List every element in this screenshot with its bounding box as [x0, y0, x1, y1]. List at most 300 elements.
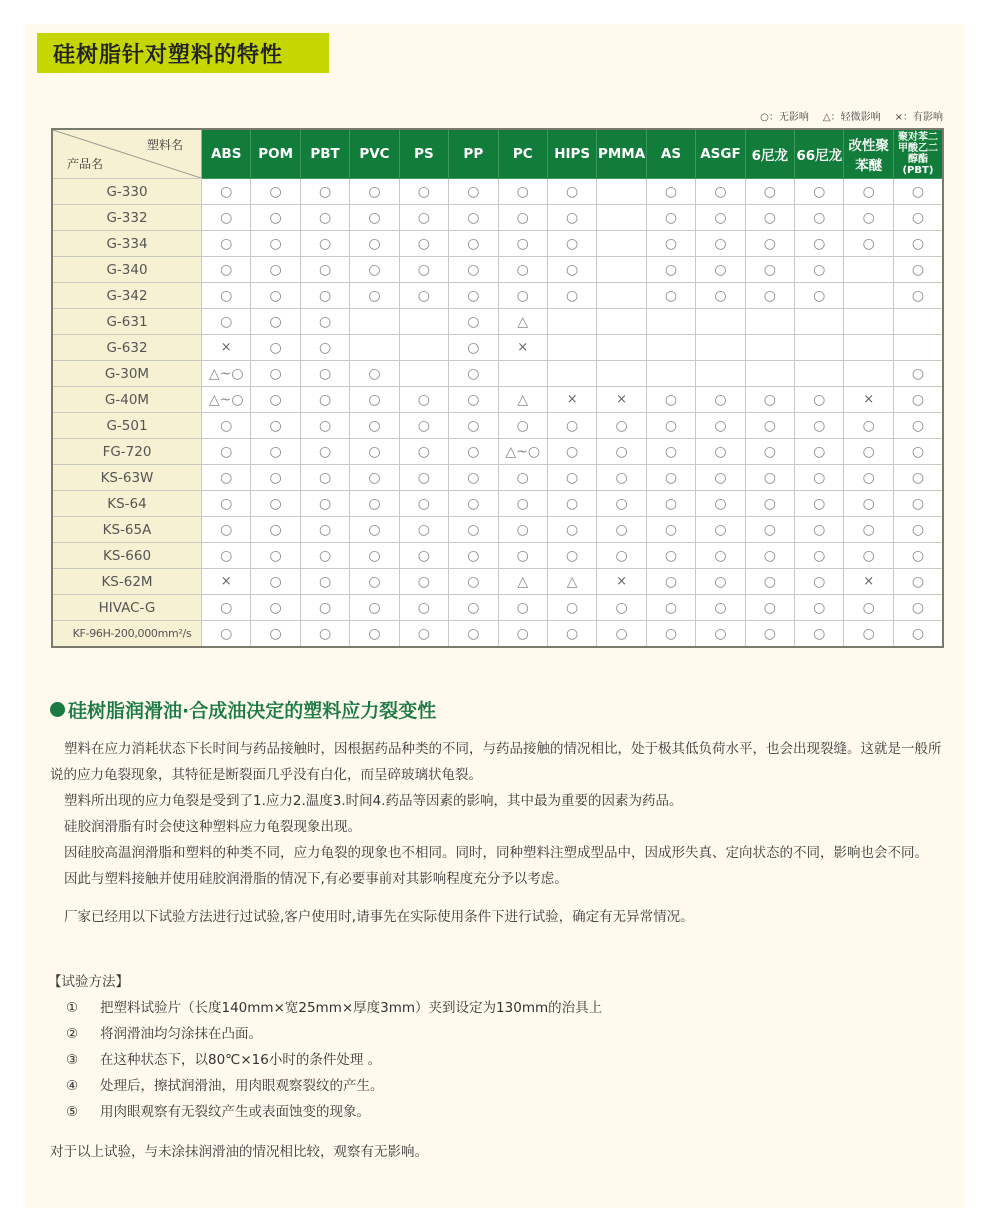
rating-cell: ○ [251, 257, 300, 283]
rating-cell: ○ [498, 517, 547, 543]
section-title [50, 696, 436, 723]
compatibility-table [51, 128, 944, 648]
rating-cell: ○ [547, 283, 596, 309]
rating-cell: ○ [350, 413, 399, 439]
rating-cell: ○ [251, 569, 300, 595]
rating-cell: × [202, 335, 251, 361]
rating-cell: ○ [498, 491, 547, 517]
product-name-cell: G-30M [52, 361, 202, 387]
rating-cell: ○ [547, 595, 596, 621]
rating-cell: ○ [745, 439, 794, 465]
rating-cell: ○ [795, 439, 844, 465]
rating-cell: ○ [745, 517, 794, 543]
column-header: 聚对苯二甲酸乙二醇酯(PBT) [893, 129, 943, 179]
rating-cell: ○ [300, 257, 349, 283]
rating-cell: ○ [202, 439, 251, 465]
step-number: ③ [66, 1052, 79, 1068]
rating-cell: ○ [202, 543, 251, 569]
rating-cell: ○ [893, 257, 943, 283]
rating-cell [646, 361, 695, 387]
rating-cell [399, 361, 448, 387]
rating-cell: ○ [449, 179, 498, 205]
method-title: 【试验方法】 [48, 974, 129, 990]
table-row [52, 205, 943, 231]
rating-cell: ○ [696, 205, 745, 231]
table-row [52, 231, 943, 257]
rating-cell: ○ [350, 439, 399, 465]
rating-cell: ○ [399, 387, 448, 413]
corner-product-label: 产品名 [67, 157, 104, 171]
rating-cell: ○ [844, 517, 893, 543]
rating-cell: ○ [745, 621, 794, 648]
rating-cell: ○ [399, 257, 448, 283]
rating-cell: ○ [251, 361, 300, 387]
product-name-cell: G-334 [52, 231, 202, 257]
rating-cell: ○ [893, 517, 943, 543]
rating-cell: ○ [202, 179, 251, 205]
paragraph: 因硅胶高温润滑脂和塑料的种类不同，应力龟裂的现象也不相同。同时，同种塑料注塑成型品中，因成形失真、定向状态的不同，影响也会不同。 [64, 845, 928, 861]
rating-cell: ○ [350, 361, 399, 387]
rating-cell: × [844, 387, 893, 413]
table-row [52, 517, 943, 543]
rating-cell: ○ [646, 257, 695, 283]
step-item [66, 1099, 602, 1125]
rating-cell: ○ [646, 283, 695, 309]
rating-cell: ○ [745, 387, 794, 413]
rating-cell: ○ [449, 309, 498, 335]
table-row [52, 569, 943, 595]
step-text: 将润滑油均匀涂抹在凸面。 [100, 1026, 262, 1042]
rating-cell: ○ [893, 491, 943, 517]
rating-cell: ○ [646, 621, 695, 648]
rating-cell: ○ [597, 543, 646, 569]
rating-cell: ○ [251, 517, 300, 543]
rating-cell: ○ [844, 465, 893, 491]
rating-cell: ○ [893, 231, 943, 257]
rating-cell: ○ [597, 439, 646, 465]
column-header: PC [498, 129, 547, 179]
column-header: 6尼龙 [745, 129, 794, 179]
rating-cell: ○ [449, 413, 498, 439]
rating-cell: ○ [646, 413, 695, 439]
rating-cell [745, 309, 794, 335]
rating-cell: ○ [547, 257, 596, 283]
table-row [52, 595, 943, 621]
rating-cell: × [547, 387, 596, 413]
rating-cell [795, 335, 844, 361]
rating-cell [844, 361, 893, 387]
rating-cell: ○ [696, 257, 745, 283]
rating-cell: ○ [795, 283, 844, 309]
rating-cell [547, 361, 596, 387]
rating-cell: ○ [399, 543, 448, 569]
rating-cell: ○ [251, 413, 300, 439]
rating-cell: ○ [300, 179, 349, 205]
rating-cell: ○ [844, 413, 893, 439]
table-row [52, 361, 943, 387]
rating-cell: ○ [844, 543, 893, 569]
rating-cell: ○ [202, 465, 251, 491]
rating-cell: ○ [300, 231, 349, 257]
product-name-cell: KS-62M [52, 569, 202, 595]
rating-cell: ○ [498, 231, 547, 257]
rating-cell [745, 335, 794, 361]
rating-cell: ○ [202, 491, 251, 517]
rating-cell: ○ [795, 621, 844, 648]
rating-cell: ○ [399, 413, 448, 439]
step-number: ⑤ [66, 1104, 79, 1120]
rating-cell: ○ [399, 179, 448, 205]
rating-cell: ○ [547, 231, 596, 257]
rating-cell: ○ [696, 517, 745, 543]
table-row [52, 257, 943, 283]
step-number: ④ [66, 1078, 79, 1094]
product-name-cell: G-330 [52, 179, 202, 205]
rating-cell: × [844, 569, 893, 595]
rating-cell: ○ [893, 413, 943, 439]
rating-cell: ○ [300, 205, 349, 231]
column-header: PS [399, 129, 448, 179]
rating-cell [646, 309, 695, 335]
paragraph: 塑料在应力消耗状态下长时间与药品接触时，因根据药品种类的不同，与药品接触的情况相比，处于极其低负荷水平，也会出现裂缝。这就是一般所说的应力龟裂现象，其特征是断裂面几乎没有白化，而呈碎玻璃状龟裂。 [50, 741, 942, 783]
rating-cell: ○ [547, 179, 596, 205]
rating-cell: ○ [300, 439, 349, 465]
rating-cell: ○ [745, 465, 794, 491]
rating-cell [547, 309, 596, 335]
rating-cell: ○ [251, 621, 300, 648]
rating-cell: ○ [449, 283, 498, 309]
rating-cell: ○ [449, 491, 498, 517]
rating-cell: ○ [696, 595, 745, 621]
table-row [52, 179, 943, 205]
rating-cell: ○ [399, 517, 448, 543]
rating-cell: △~○ [202, 361, 251, 387]
rating-cell: ○ [893, 387, 943, 413]
column-header: PVC [350, 129, 399, 179]
rating-cell: ○ [646, 517, 695, 543]
column-header: PP [449, 129, 498, 179]
rating-cell [696, 361, 745, 387]
rating-cell: ○ [399, 283, 448, 309]
rating-cell [696, 309, 745, 335]
step-text: 在这种状态下，以80℃×16小时的条件处理 。 [100, 1052, 382, 1068]
rating-cell: ○ [547, 517, 596, 543]
rating-cell: ○ [795, 413, 844, 439]
rating-cell: ○ [597, 621, 646, 648]
rating-cell: ○ [696, 413, 745, 439]
product-name-cell: FG-720 [52, 439, 202, 465]
rating-cell: ○ [795, 205, 844, 231]
rating-cell [696, 335, 745, 361]
product-name-cell: KF-96H-200,000mm²/s [52, 621, 202, 648]
table-row [52, 283, 943, 309]
rating-cell: ○ [202, 231, 251, 257]
rating-cell: ○ [300, 491, 349, 517]
rating-cell: ○ [251, 283, 300, 309]
table-row [52, 413, 943, 439]
rating-cell: △ [498, 309, 547, 335]
rating-cell: ○ [350, 179, 399, 205]
rating-cell: ○ [300, 309, 349, 335]
rating-cell: ○ [893, 439, 943, 465]
rating-cell: ○ [202, 257, 251, 283]
rating-cell: ○ [300, 569, 349, 595]
rating-cell [597, 205, 646, 231]
title-banner [37, 33, 329, 73]
rating-cell [844, 283, 893, 309]
rating-cell: ○ [399, 231, 448, 257]
rating-cell: ○ [696, 231, 745, 257]
rating-cell [399, 335, 448, 361]
column-header: ABS [202, 129, 251, 179]
rating-cell: ○ [597, 465, 646, 491]
rating-cell: ○ [795, 491, 844, 517]
rating-cell [597, 361, 646, 387]
rating-cell: ○ [795, 465, 844, 491]
rating-cell: ○ [399, 465, 448, 491]
rating-cell: ○ [251, 491, 300, 517]
table-row [52, 621, 943, 648]
rating-cell: ○ [646, 543, 695, 569]
rating-cell: ○ [498, 413, 547, 439]
rating-cell: ○ [745, 257, 794, 283]
rating-cell: ○ [449, 569, 498, 595]
rating-cell [646, 335, 695, 361]
rating-cell: ○ [300, 387, 349, 413]
paragraph: 硅胶润滑脂有时会使这种塑料应力龟裂现象出现。 [64, 819, 361, 835]
rating-cell [399, 309, 448, 335]
rating-cell: ○ [893, 283, 943, 309]
rating-cell [597, 283, 646, 309]
rating-cell: ○ [300, 517, 349, 543]
rating-cell: ○ [202, 309, 251, 335]
rating-cell: ○ [696, 543, 745, 569]
rating-cell: ○ [350, 543, 399, 569]
rating-cell: ○ [646, 205, 695, 231]
rating-cell [844, 335, 893, 361]
product-name-cell: KS-63W [52, 465, 202, 491]
table-row [52, 335, 943, 361]
rating-cell: ○ [893, 543, 943, 569]
rating-cell: ○ [350, 205, 399, 231]
rating-cell: ○ [844, 205, 893, 231]
rating-cell: ○ [696, 465, 745, 491]
rating-cell [498, 361, 547, 387]
rating-cell: ○ [597, 413, 646, 439]
rating-cell: ○ [350, 595, 399, 621]
rating-cell: ○ [745, 413, 794, 439]
rating-cell: ○ [498, 179, 547, 205]
rating-cell: ○ [893, 595, 943, 621]
legend [760, 108, 943, 123]
rating-cell: ○ [350, 465, 399, 491]
rating-cell: ○ [202, 595, 251, 621]
rating-cell: ○ [795, 517, 844, 543]
rating-cell: ○ [202, 621, 251, 648]
rating-cell: ○ [745, 569, 794, 595]
rating-cell: × [597, 387, 646, 413]
corner-plastic-label: 塑料名 [146, 138, 183, 152]
rating-cell: ○ [251, 231, 300, 257]
rating-cell: ○ [795, 595, 844, 621]
rating-cell: ○ [646, 491, 695, 517]
rating-cell [893, 309, 943, 335]
table-row [52, 465, 943, 491]
step-item [66, 1047, 602, 1073]
notice-paragraph: 厂家已经用以下试验方法进行过试验,客户使用时,请事先在实际使用条件下进行试验，确定有无异常情况。 [64, 909, 694, 925]
rating-cell: ○ [696, 569, 745, 595]
rating-cell: ○ [300, 335, 349, 361]
rating-cell: ○ [646, 595, 695, 621]
rating-cell: ○ [745, 595, 794, 621]
rating-cell: ○ [547, 205, 596, 231]
header-row [52, 129, 943, 179]
column-header: HIPS [547, 129, 596, 179]
rating-cell: ○ [350, 517, 399, 543]
rating-cell: ○ [646, 179, 695, 205]
rating-cell: ○ [350, 257, 399, 283]
table-body [52, 179, 943, 648]
rating-cell [795, 309, 844, 335]
table-row [52, 309, 943, 335]
rating-cell: ○ [696, 439, 745, 465]
rating-cell: ○ [202, 205, 251, 231]
rating-cell: ○ [251, 335, 300, 361]
rating-cell: ○ [350, 231, 399, 257]
rating-cell: ○ [300, 543, 349, 569]
rating-cell: ○ [844, 439, 893, 465]
rating-cell: ○ [449, 335, 498, 361]
rating-cell: ○ [449, 231, 498, 257]
step-item [66, 1021, 602, 1047]
bullet-dot-icon [50, 702, 65, 717]
rating-cell: ○ [449, 439, 498, 465]
rating-cell: ○ [547, 413, 596, 439]
rating-cell: ○ [498, 543, 547, 569]
rating-cell [597, 309, 646, 335]
rating-cell: ○ [498, 465, 547, 491]
rating-cell: ○ [844, 595, 893, 621]
rating-cell: ○ [202, 413, 251, 439]
rating-cell: × [498, 335, 547, 361]
rating-cell: ○ [202, 283, 251, 309]
rating-cell: ○ [795, 231, 844, 257]
rating-cell: △~○ [498, 439, 547, 465]
rating-cell: ○ [745, 205, 794, 231]
rating-cell: ○ [399, 205, 448, 231]
column-header: ASGF [696, 129, 745, 179]
rating-cell: ○ [646, 387, 695, 413]
rating-cell: ○ [646, 569, 695, 595]
table-row [52, 387, 943, 413]
rating-cell: ○ [350, 491, 399, 517]
rating-cell [597, 231, 646, 257]
rating-cell: ○ [498, 595, 547, 621]
rating-cell: ○ [893, 179, 943, 205]
rating-cell: ○ [696, 283, 745, 309]
product-name-cell: G-342 [52, 283, 202, 309]
legend-item-no-effect: ○：无影响 [760, 112, 809, 123]
rating-cell: ○ [547, 621, 596, 648]
rating-cell: ○ [745, 231, 794, 257]
rating-cell: ○ [399, 491, 448, 517]
rating-cell: ○ [449, 387, 498, 413]
step-item [66, 995, 602, 1021]
column-header: AS [646, 129, 695, 179]
method-steps [66, 995, 602, 1125]
body-text [50, 736, 950, 930]
rating-cell: ○ [449, 595, 498, 621]
rating-cell: ○ [251, 205, 300, 231]
table-row [52, 439, 943, 465]
rating-cell: ○ [597, 491, 646, 517]
rating-cell: ○ [547, 439, 596, 465]
rating-cell: ○ [893, 465, 943, 491]
section-title-text: 硅树脂润滑油·合成油决定的塑料应力裂变性 [68, 700, 437, 722]
rating-cell: ○ [893, 621, 943, 648]
product-name-cell: G-40M [52, 387, 202, 413]
rating-cell: ○ [795, 387, 844, 413]
rating-cell: × [597, 569, 646, 595]
rating-cell: ○ [449, 465, 498, 491]
rating-cell: ○ [696, 621, 745, 648]
rating-cell: ○ [300, 361, 349, 387]
rating-cell: ○ [449, 361, 498, 387]
rating-cell: ○ [547, 465, 596, 491]
rating-cell: ○ [251, 439, 300, 465]
rating-cell: ○ [844, 621, 893, 648]
rating-cell: ○ [399, 621, 448, 648]
rating-cell: △ [498, 569, 547, 595]
column-header: PBT [300, 129, 349, 179]
product-name-cell: HIVAC-G [52, 595, 202, 621]
rating-cell: ○ [350, 621, 399, 648]
rating-cell: △ [547, 569, 596, 595]
step-item [66, 1073, 602, 1099]
rating-cell: ○ [745, 179, 794, 205]
rating-cell: ○ [844, 231, 893, 257]
product-name-cell: G-501 [52, 413, 202, 439]
rating-cell: ○ [696, 491, 745, 517]
rating-cell: ○ [350, 569, 399, 595]
rating-cell: ○ [251, 595, 300, 621]
rating-cell [844, 309, 893, 335]
rating-cell: ○ [251, 387, 300, 413]
rating-cell: ○ [547, 543, 596, 569]
step-number: ② [66, 1026, 79, 1042]
column-header: 改性聚苯醚 [844, 129, 893, 179]
product-name-cell: KS-660 [52, 543, 202, 569]
rating-cell: ○ [795, 257, 844, 283]
rating-cell: ○ [745, 283, 794, 309]
rating-cell: ○ [251, 179, 300, 205]
rating-cell: ○ [597, 595, 646, 621]
step-text: 用肉眼观察有无裂纹产生或表面蚀变的现象。 [100, 1104, 370, 1120]
rating-cell: ○ [300, 465, 349, 491]
rating-cell: ○ [202, 517, 251, 543]
rating-cell: ○ [300, 595, 349, 621]
rating-cell: ○ [399, 439, 448, 465]
rating-cell [844, 257, 893, 283]
rating-cell: ○ [646, 465, 695, 491]
step-number: ① [66, 1000, 79, 1016]
rating-cell: ○ [300, 283, 349, 309]
table-row [52, 491, 943, 517]
step-text: 处理后，擦拭润滑油，用肉眼观察裂纹的产生。 [100, 1078, 384, 1094]
rating-cell: × [202, 569, 251, 595]
rating-cell: ○ [449, 205, 498, 231]
conclusion-text: 对于以上试验，与未涂抹润滑油的情况相比较，观察有无影响。 [50, 1144, 428, 1160]
